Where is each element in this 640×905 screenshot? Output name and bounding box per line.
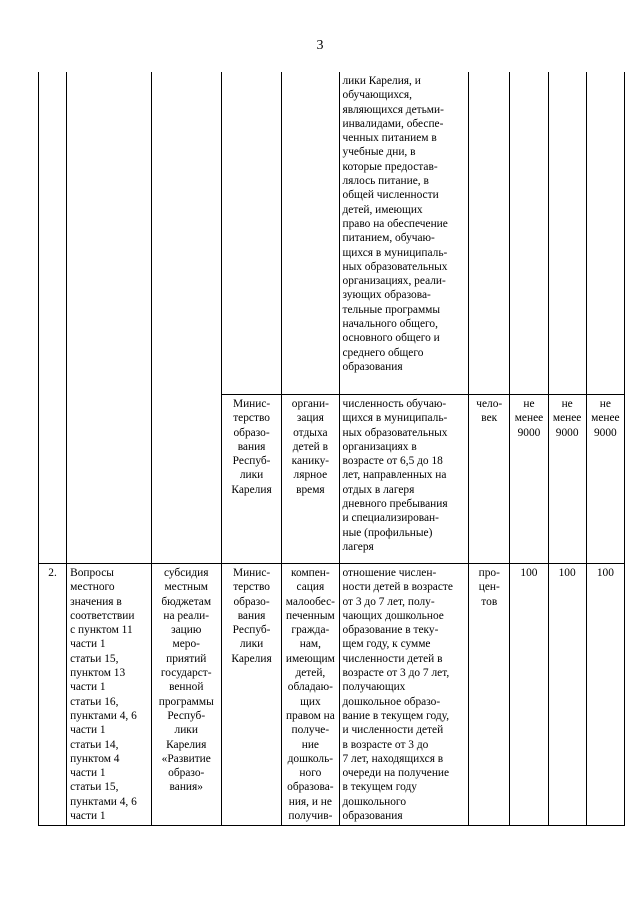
cell-value-year3: не менее 9000 bbox=[586, 395, 624, 564]
cell-value-year3 bbox=[586, 72, 624, 395]
cell-issue: Вопросы местного значения в соответствии с пунктом 11 части 1 статьи 15, пунктом 13 части 1 статьи 16, пунктами 4, 6 части 1 статьи 14, пунктом 4 части 1 статьи 15, пунктами 4, 6 части 1 bbox=[67, 564, 151, 826]
cell-subsidy bbox=[151, 72, 221, 564]
cell-value-year2: не менее 9000 bbox=[548, 395, 586, 564]
cell-subsidy: субсидия местным бюджетам на реали- зацию меро- приятий государст- венной программы Респуб- лики Карелия «Развитие образо- вания» bbox=[151, 564, 221, 826]
cell-value-year2 bbox=[548, 72, 586, 395]
cell-unit: чело- век bbox=[469, 395, 510, 564]
cell-value-year1 bbox=[510, 72, 548, 395]
cell-value-year1: 100 bbox=[510, 564, 548, 826]
cell-number bbox=[39, 72, 67, 564]
cell-unit: про- цен- тов bbox=[469, 564, 510, 826]
table-row bbox=[39, 72, 625, 395]
cell-purpose: компен- сация малообес- печенным гражда- нам, имеющим детей, обладаю- щих правом на получе- ние дошколь- ного образова- ния, и не получив- bbox=[282, 564, 339, 826]
page-number: 3 bbox=[316, 38, 324, 53]
table-row bbox=[39, 564, 625, 826]
cell-indicator: численность обучаю- щихся в муниципаль- ных образовательных организациях в возрасте от 6,5 до 18 лет, направленных на отдых в лагеря дневного пребывания и специализирован- ные (профильные) лагеря bbox=[339, 395, 469, 564]
cell-value-year1: не менее 9000 bbox=[510, 395, 548, 564]
cell-value-year2: 100 bbox=[548, 564, 586, 826]
cell-ministry: Минис- терство образо- вания Респуб- лики Карелия bbox=[221, 564, 281, 826]
cell-ministry bbox=[221, 72, 281, 395]
cell-purpose: органи- зация отдыха детей в канику- лярное время bbox=[282, 395, 339, 564]
cell-purpose bbox=[282, 72, 339, 395]
cell-indicator: отношение числен- ности детей в возрасте от 3 до 7 лет, полу- чающих дошкольное образование в теку- щем году, к сумме численности детей в возрасте от 3 до 7 лет, получающих дошкольное образо- вание в текущем году, и численности детей в возрасте от 3 до 7 лет, находящихся в очереди на получение в текущем году дошкольного образования bbox=[339, 564, 469, 826]
cell-indicator: лики Карелия, и обучающихся, являющихся детьми- инвалидами, обеспе- ченных питанием в учебные дни, в которые предостав- лялось питание, в общей численности детей, имеющих право на обеспечение питанием, обучаю- щихся в муниципаль- ных образовательных организациях, реали- зующих образова- тельные программы начального общего, основного общего и среднего общего образования bbox=[339, 72, 469, 395]
cell-unit bbox=[469, 72, 510, 395]
cell-value-year3: 100 bbox=[586, 564, 624, 826]
cell-number: 2. bbox=[39, 564, 67, 826]
data-table bbox=[38, 72, 625, 826]
cell-ministry: Минис- терство образо- вания Респуб- лики Карелия bbox=[221, 395, 281, 564]
cell-issue bbox=[67, 72, 151, 564]
